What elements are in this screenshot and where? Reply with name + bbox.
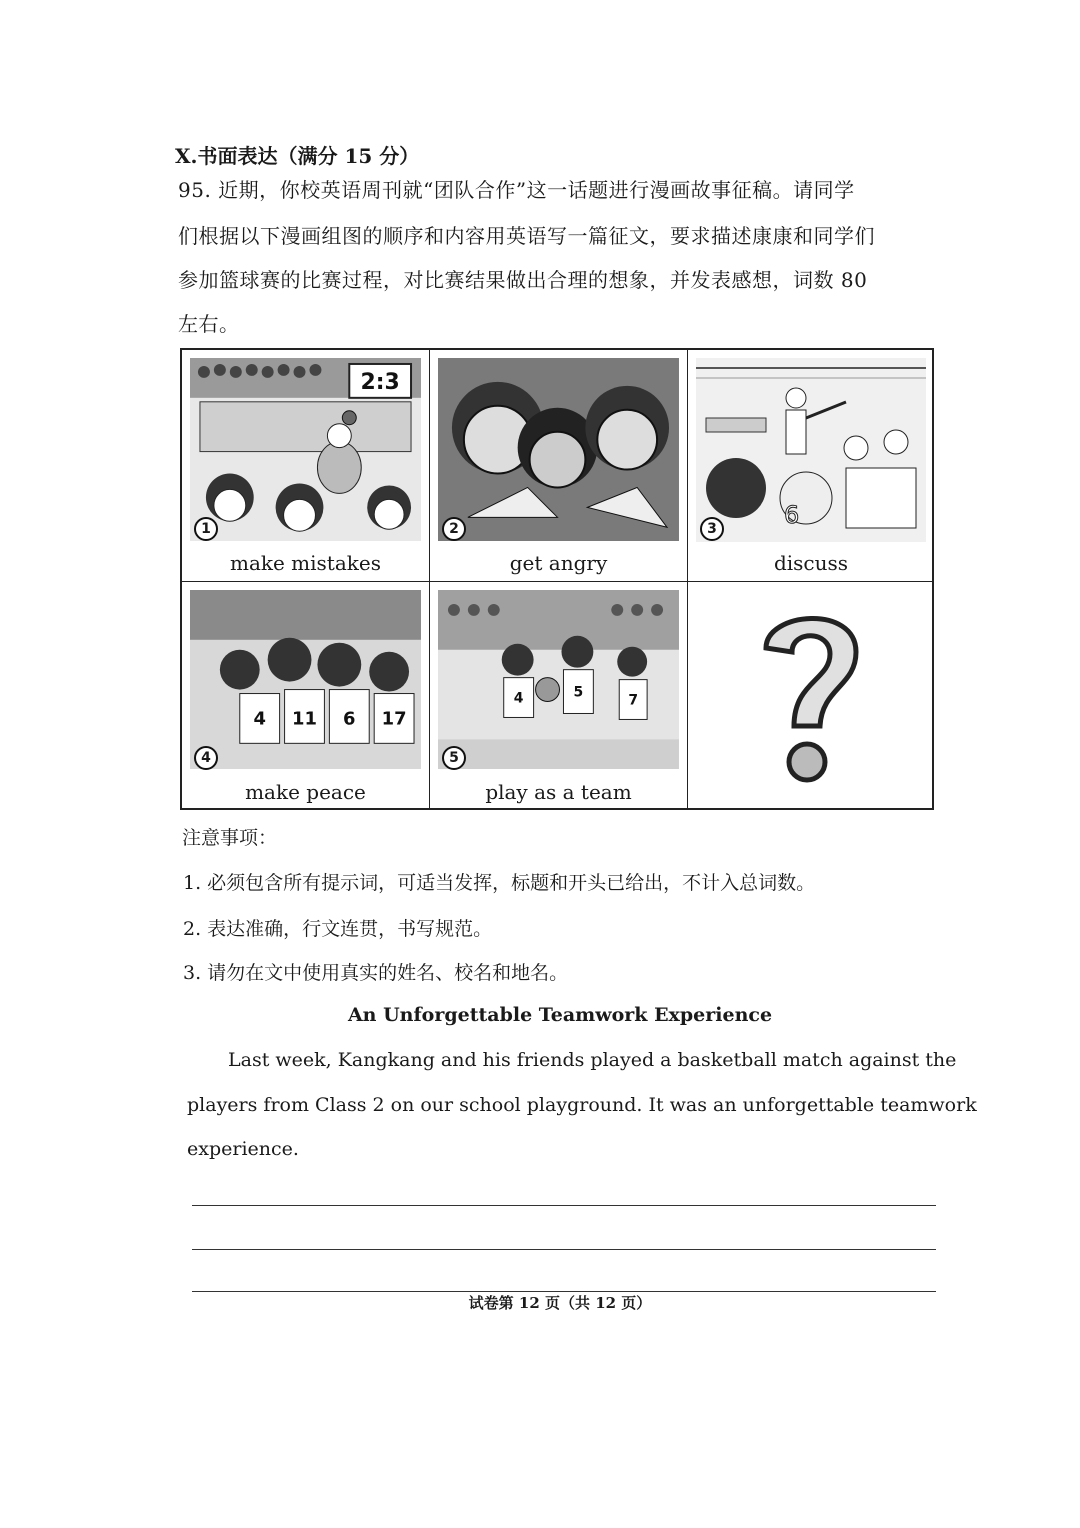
scoreboard-text: 2:3 [360, 369, 400, 395]
jersey-number-17: 17 [381, 708, 407, 730]
panel-caption-5: play as a team [485, 780, 632, 804]
section-title: X.书面表达（满分 15 分） [175, 144, 420, 168]
writing-line-1[interactable] [192, 1205, 936, 1206]
note-item-3: 3. 请勿在文中使用真实的姓名、校名和地名。 [183, 962, 569, 984]
jersey-number-11: 11 [292, 708, 317, 730]
panel-number-4: 4 [194, 746, 218, 770]
prompt-line-1: 95. 近期，你校英语周刊就“团队合作”这一话题进行漫画故事征稿。请同学 [178, 178, 855, 202]
writing-line-2[interactable] [192, 1249, 936, 1250]
note-item-1: 1. 必须包含所有提示词，可适当发挥，标题和开头已给出，不计入总词数。 [183, 872, 816, 894]
comic-panel-6 [688, 582, 934, 810]
panel-number-1: 1 [194, 517, 218, 541]
panel-2-illustration [438, 358, 679, 541]
essay-title: An Unforgettable Teamwork Experience [347, 1004, 773, 1026]
panel-5-illustration [438, 590, 679, 769]
jersey-number-5: 5 [573, 684, 584, 701]
svg-text:6: 6 [784, 501, 800, 529]
jersey-number-6: 6 [343, 708, 356, 730]
jersey-number-7: 7 [628, 692, 639, 709]
panel-caption-4: make peace [245, 780, 366, 804]
essay-line-1: Last week, Kangkang and his friends played a basketball match against the [228, 1049, 957, 1071]
jersey-number-4: 4 [253, 708, 266, 730]
comic-panel-grid [180, 348, 934, 810]
prompt-line-4: 左右。 [178, 312, 240, 336]
panel-number-2: 2 [442, 517, 466, 541]
essay-line-2: players from Class 2 on our school playground. It was an unforgettable teamwork [187, 1094, 977, 1116]
note-item-2: 2. 表达准确，行文连贯，书写规范。 [183, 918, 493, 940]
panel-3-illustration [696, 358, 926, 542]
panel-caption-2: get angry [509, 551, 608, 575]
comic-panel-4 [182, 582, 430, 810]
essay-line-3: experience. [187, 1138, 299, 1160]
comic-panel-1 [182, 350, 430, 582]
panel-caption-1: make mistakes [229, 551, 381, 575]
panel-number-5: 5 [442, 746, 466, 770]
notes-heading: 注意事项： [182, 827, 278, 849]
panel-number-3: 3 [700, 517, 724, 541]
prompt-line-3: 参加篮球赛的比赛过程，对比赛结果做出合理的想象，并发表感想，词数 80 [178, 268, 868, 292]
prompt-line-2: 们根据以下漫画组图的顺序和内容用英语写一篇征文，要求描述康康和同学们 [178, 224, 875, 248]
page-footer: 试卷第 12 页（共 12 页） [468, 1294, 652, 1312]
question-mark-icon [748, 596, 874, 792]
jersey-number-4b: 4 [513, 690, 524, 707]
panel-caption-3: discuss [773, 551, 849, 575]
comic-panel-3 [688, 350, 934, 582]
comic-panel-5 [430, 582, 688, 810]
panel-4-illustration [190, 590, 421, 769]
comic-panel-2 [430, 350, 688, 582]
panel-1-illustration [190, 358, 421, 541]
